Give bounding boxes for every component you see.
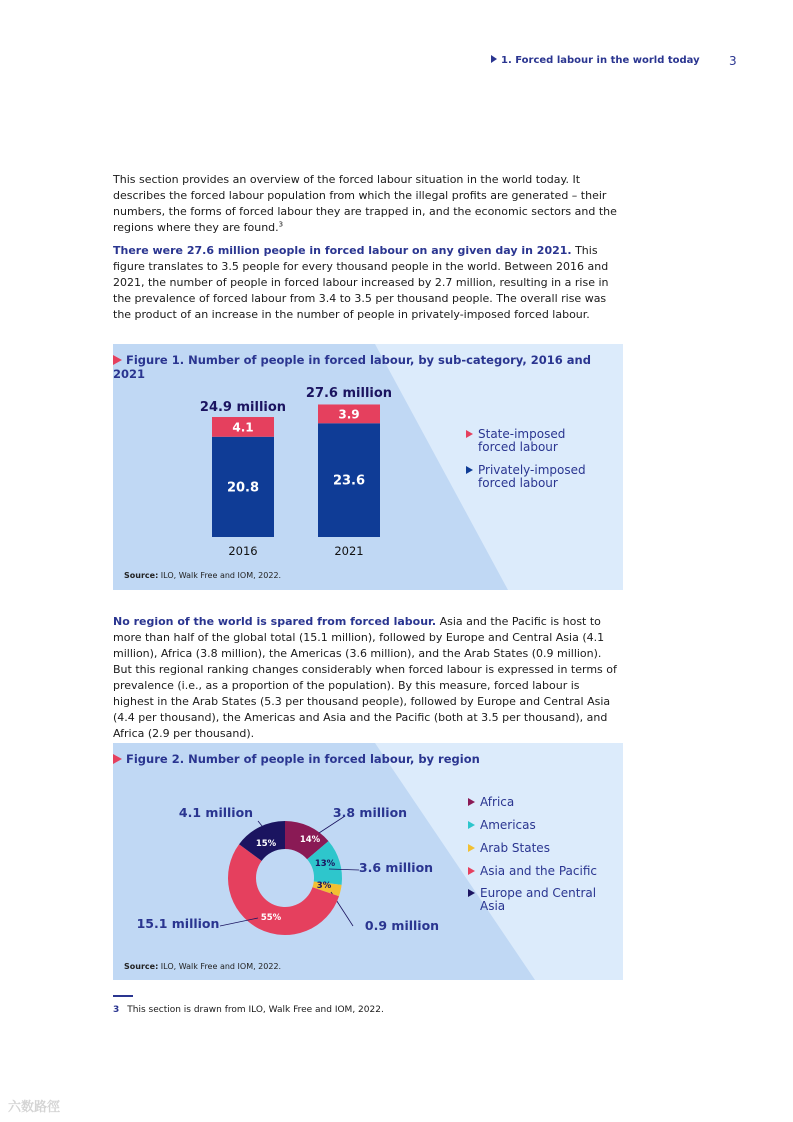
legend-privately-imposed bbox=[478, 464, 586, 490]
total-label-2016: 24.9 million bbox=[199, 400, 287, 415]
figure-1-title-text: Figure 1. Number of people in forced labour, by sub-category, 2016 and 2021 bbox=[113, 353, 591, 381]
legend-triangle-icon bbox=[468, 844, 475, 852]
legend-state-text: State-imposed forced labour bbox=[478, 427, 566, 454]
legend-triangle-icon bbox=[468, 798, 475, 806]
running-header bbox=[491, 55, 700, 66]
legend-item-asia-and-the-pacific bbox=[480, 865, 597, 878]
x-tick-2016: 2016 bbox=[228, 544, 258, 558]
para3-text: Asia and the Pacific is host to more than half of the global total (15.1 million), followed by Europe and Central Asia (4.1 million), Africa (3.8 million), the Americas (3.6 million), and the Arab States (0.9 million). But this regional ranking changes considerably when forced labour is expressed in terms of prevalence (i.e., as a proportion of the population). By this measure, forced labour is highest in the Arab States (5.3 per thousand people), followed by Europe and Central Asia (4.4 per thousand), the Americas and Asia and the Pacific (both at 3.5 per thousand), and Africa (2.9 per thousand). bbox=[113, 615, 617, 740]
footnote-ref[interactable]: 3 bbox=[278, 220, 284, 229]
figure-2-source bbox=[124, 962, 281, 971]
source-label: Source: bbox=[124, 571, 159, 580]
value-label-americas: 3.6 million bbox=[358, 860, 434, 875]
pct-label-arab-states: 3% bbox=[316, 881, 332, 891]
legend-triangle-icon bbox=[466, 430, 473, 438]
legend-private-text: Privately-imposed forced labour bbox=[478, 463, 586, 490]
footnote-number: 3 bbox=[113, 1005, 120, 1015]
legend-text: Europe and Central Asia bbox=[480, 886, 597, 913]
legend-item-africa bbox=[480, 796, 514, 809]
para2-lead: There were 27.6 million people in forced labour on any given day in 2021. bbox=[113, 244, 572, 257]
legend-text: Africa bbox=[480, 795, 515, 809]
source-text: ILO, Walk Free and IOM, 2022. bbox=[158, 962, 282, 971]
intro-text: This section provides an overview of the forced labour situation in the world today. It describes the forced labour population from which the illegal profits are generated – their numbers, the forms of forced labour they are trapped in, and the economic sectors and the regions where they are found. bbox=[113, 173, 617, 234]
legend-triangle-icon bbox=[468, 867, 475, 875]
legend-triangle-icon bbox=[468, 821, 475, 829]
legend-triangle-icon bbox=[468, 889, 475, 897]
legend-triangle-icon bbox=[466, 466, 473, 474]
value-label-arab-states: 0.9 million bbox=[364, 918, 440, 933]
legend-item-americas bbox=[480, 819, 536, 832]
figure-1 bbox=[113, 344, 623, 590]
footnote-divider bbox=[113, 995, 133, 997]
legend-text: Arab States bbox=[480, 841, 550, 855]
bar-label-state-2016: 4.1 bbox=[232, 420, 254, 435]
footnote-text: This section is drawn from ILO, Walk Free and IOM, 2022. bbox=[127, 1005, 384, 1015]
para2-text: This figure translates to 3.5 people for every thousand people in the world. Between 2016 and 2021, the number of people in forced labour increased by 2.7 million, resulting in a rise in the prevalence of forced labour from 3.4 to 3.5 per thousand people. The overall rise was the product of an increase in the number of people in privately-imposed forced labour. bbox=[113, 244, 609, 321]
value-label-asia-and-the-pacific: 15.1 million bbox=[136, 916, 220, 931]
x-tick-2021: 2021 bbox=[334, 544, 364, 558]
paragraph-2 bbox=[113, 243, 623, 323]
pct-label-africa: 14% bbox=[299, 835, 321, 845]
paragraph-3 bbox=[113, 614, 623, 742]
total-label-2021: 27.6 million bbox=[305, 386, 393, 401]
watermark: 六数路徑 bbox=[8, 1100, 61, 1115]
intro-paragraph bbox=[113, 172, 623, 236]
figure-1-source bbox=[124, 571, 281, 580]
figure-2 bbox=[113, 743, 623, 980]
source-label: Source: bbox=[124, 962, 159, 971]
legend-item-europe-and-central-asia bbox=[480, 887, 596, 913]
value-label-europe-and-central-asia: 4.1 million bbox=[178, 805, 254, 820]
legend-text: Americas bbox=[480, 818, 536, 832]
header-triangle-icon bbox=[491, 55, 497, 63]
value-label-africa: 3.8 million bbox=[332, 805, 408, 820]
donut-chart bbox=[113, 743, 623, 980]
figure-2-title-text: Figure 2. Number of people in forced labour, by region bbox=[126, 752, 480, 766]
page-number: 3 bbox=[729, 54, 737, 68]
pct-label-asia-and-the-pacific: 55% bbox=[260, 913, 282, 923]
bar-label-state-2021: 3.9 bbox=[338, 407, 360, 422]
legend-text: Asia and the Pacific bbox=[480, 864, 597, 878]
footnote bbox=[113, 1005, 384, 1015]
para3-lead: No region of the world is spared from forced labour. bbox=[113, 615, 437, 628]
legend-item-arab-states bbox=[480, 842, 550, 855]
source-text: ILO, Walk Free and IOM, 2022. bbox=[158, 571, 282, 580]
section-title: 1. Forced labour in the world today bbox=[501, 55, 700, 66]
pct-label-americas: 13% bbox=[314, 859, 336, 869]
bar-label-private-2021: 23.6 bbox=[332, 473, 366, 489]
legend-state-imposed bbox=[478, 428, 565, 454]
bar-label-private-2016: 20.8 bbox=[226, 480, 260, 496]
pct-label-europe-and-central-asia: 15% bbox=[255, 839, 277, 849]
